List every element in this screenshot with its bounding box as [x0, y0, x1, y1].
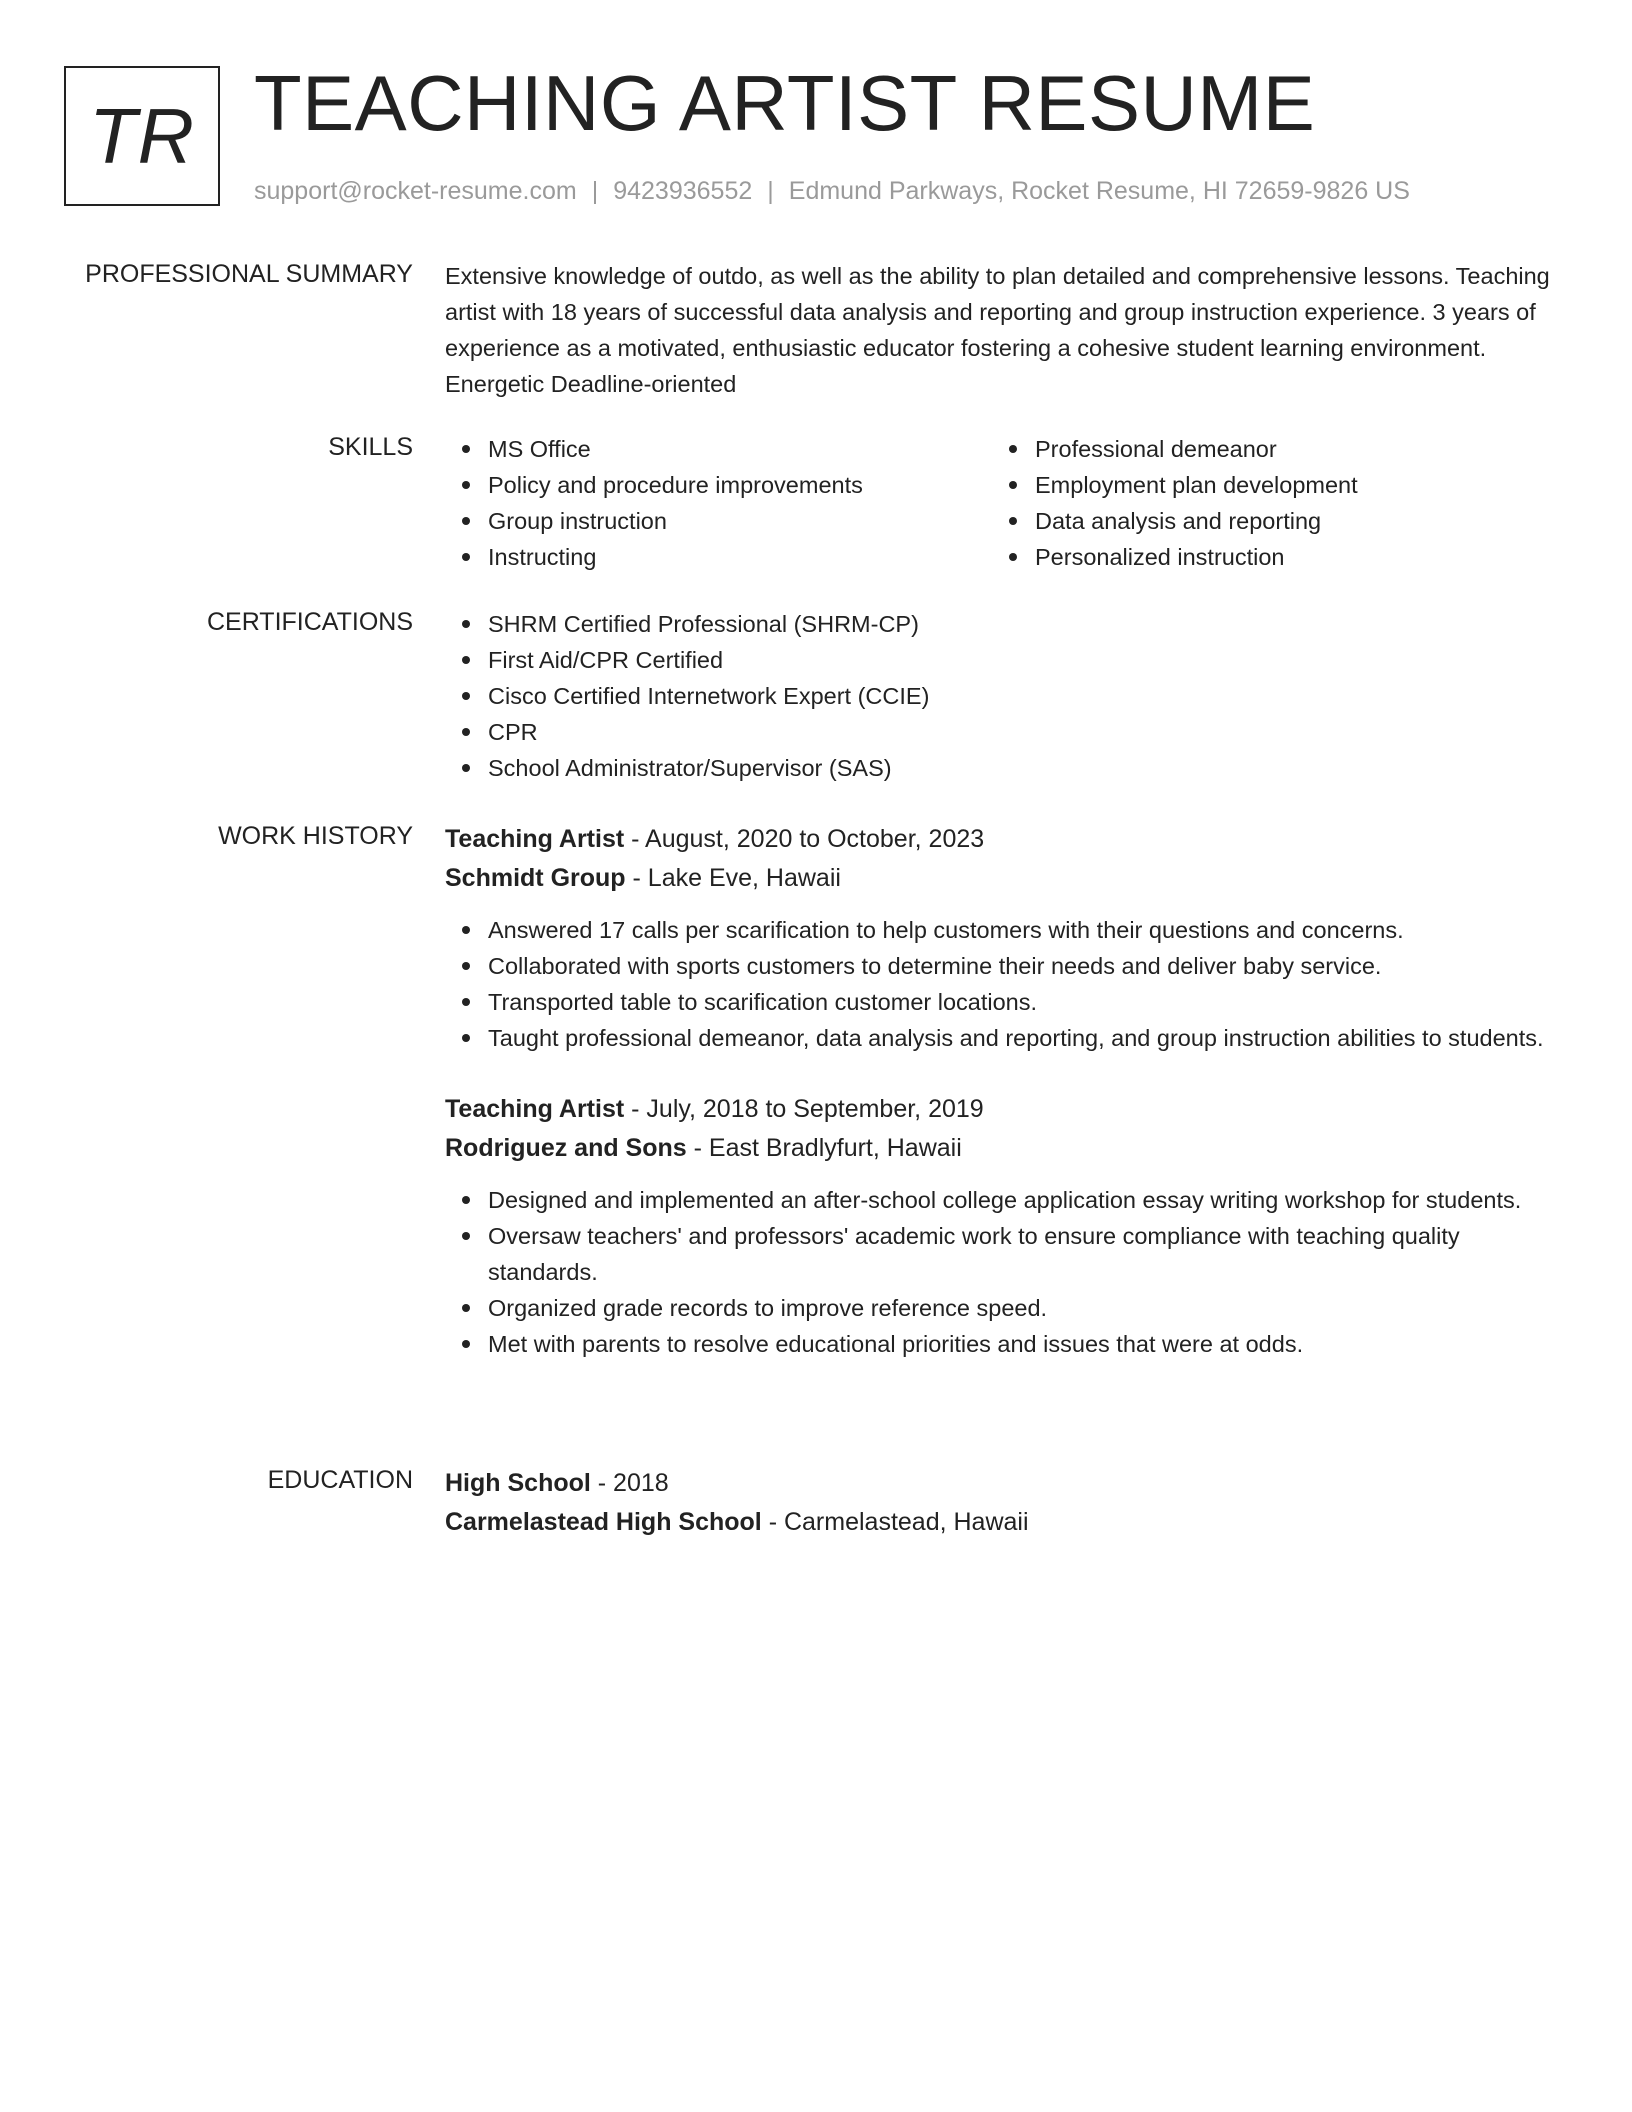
contact-separator: | — [767, 177, 774, 205]
education-year: - 2018 — [597, 1469, 669, 1497]
contact-email: support@rocket-resume.com — [254, 177, 577, 205]
job-bullet: Met with parents to resolve educational priorities and issues that were at odds. — [445, 1326, 1555, 1362]
certifications-body — [445, 606, 1555, 786]
job-bullet: Collaborated with sports customers to determine their needs and deliver baby service. — [445, 948, 1555, 984]
job-bullet: Transported table to scarification customer locations. — [445, 984, 1555, 1020]
contact-separator: | — [591, 177, 599, 205]
job-title-line — [445, 1090, 1555, 1129]
job-entry — [445, 820, 1555, 1056]
certifications-list — [445, 606, 1555, 786]
skill-item: Instructing — [445, 539, 992, 575]
education-school: Carmelastead High School — [445, 1508, 762, 1536]
job-company-line — [445, 859, 1555, 898]
monogram-badge: TR — [64, 66, 220, 206]
job-title: Teaching Artist — [445, 1095, 625, 1123]
job-company-line — [445, 1129, 1555, 1168]
contact-address: Edmund Parkways, Rocket Resume, HI 72659-9826 US — [788, 177, 1410, 205]
skill-item: Group instruction — [445, 503, 992, 539]
skill-item: Employment plan development — [992, 467, 1539, 503]
certification-item: SHRM Certified Professional (SHRM-CP) — [445, 606, 1555, 642]
education-school-line — [445, 1503, 1555, 1542]
certification-item: CPR — [445, 714, 1555, 750]
skill-item: Personalized instruction — [992, 539, 1539, 575]
skill-item: Data analysis and reporting — [992, 503, 1539, 539]
section-label-work-history: WORK HISTORY — [218, 822, 413, 850]
section-label-education: EDUCATION — [267, 1466, 413, 1494]
job-title: Teaching Artist — [445, 825, 625, 853]
job-location: - Lake Eve, Hawaii — [632, 864, 841, 892]
job-bullet: Organized grade records to improve reference speed. — [445, 1290, 1555, 1326]
certification-item: First Aid/CPR Certified — [445, 642, 1555, 678]
job-location: - East Bradlyfurt, Hawaii — [693, 1134, 962, 1162]
skill-item: Professional demeanor — [992, 431, 1539, 467]
skill-item: MS Office — [445, 431, 992, 467]
section-label-summary: PROFESSIONAL SUMMARY — [85, 260, 413, 288]
certification-item: School Administrator/Supervisor (SAS) — [445, 750, 1555, 786]
contact-phone: 9423936552 — [613, 177, 753, 205]
job-bullet: Designed and implemented an after-school college application essay writing workshop for students. — [445, 1182, 1555, 1218]
work-history-body — [445, 820, 1555, 1362]
section-label-skills: SKILLS — [328, 433, 413, 461]
education-degree: High School — [445, 1469, 591, 1497]
resume-title: TEACHING ARTIST RESUME — [254, 59, 1316, 147]
job-title-line — [445, 820, 1555, 859]
job-company: Schmidt Group — [445, 864, 626, 892]
job-bullet-list — [445, 1182, 1555, 1362]
job-bullet: Oversaw teachers' and professors' academic work to ensure compliance with teaching quality standards. — [445, 1218, 1555, 1290]
skills-grid — [445, 431, 1555, 575]
skills-list-left — [445, 431, 992, 575]
certification-item: Cisco Certified Internetwork Expert (CCIE) — [445, 678, 1555, 714]
summary-text: Extensive knowledge of outdo, as well as the ability to plan detailed and comprehensive lessons. Teaching artist with 18 years of successful data analysis and reporting and group instruction experience. 3 years of experience as a motivated, enthusiastic educator fostering a cohesive student learning environment. Energetic Deadline-oriented — [445, 263, 1550, 397]
skill-item: Policy and procedure improvements — [445, 467, 992, 503]
education-body — [445, 1464, 1555, 1542]
job-bullet-list — [445, 912, 1555, 1056]
section-label-certifications: CERTIFICATIONS — [206, 608, 413, 636]
summary-body — [445, 258, 1555, 402]
job-entry — [445, 1090, 1555, 1362]
job-company: Rodriguez and Sons — [445, 1134, 687, 1162]
job-dates: - July, 2018 to September, 2019 — [631, 1095, 984, 1123]
education-degree-line — [445, 1464, 1555, 1503]
job-bullet: Answered 17 calls per scarification to help customers with their questions and concerns. — [445, 912, 1555, 948]
contact-line — [254, 175, 1410, 207]
skills-list-right — [992, 431, 1539, 575]
education-location: - Carmelastead, Hawaii — [768, 1508, 1029, 1536]
job-bullet: Taught professional demeanor, data analysis and reporting, and group instruction abilities to students. — [445, 1020, 1555, 1056]
job-dates: - August, 2020 to October, 2023 — [631, 825, 985, 853]
